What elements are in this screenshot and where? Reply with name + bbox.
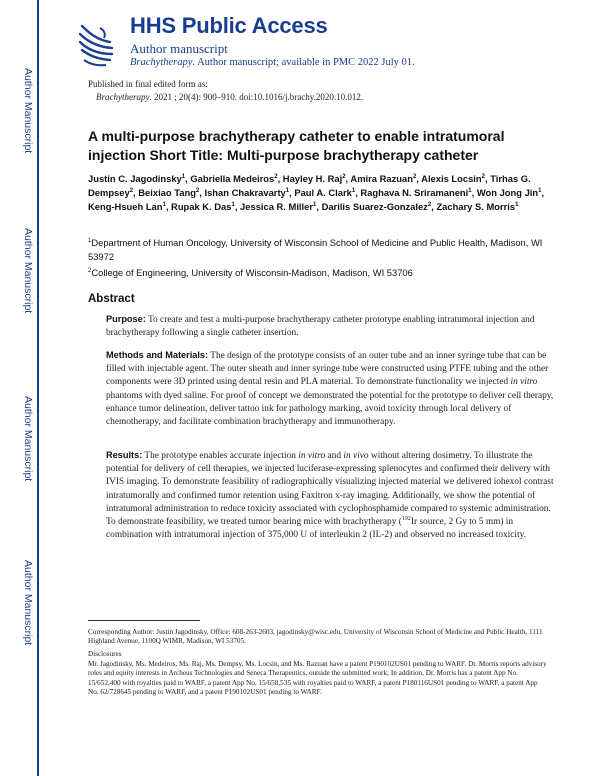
results-text-3: without altering dosimetry. To illustrate the potential for delivery of cell therapies, we injected luciferase-expressing splenocytes and confirmed their delivery with IVIS imaging. To demonstrate feasibility of radiographically visualizing injected material we delivered iohexol contrast intratumorally and confirmed tumor retention using Faxitron x-ray imaging. Additionally, we show the potential of intratumoral administration to reduce toxicity associated with cyclophosphamide compared to systemic administration. To demonstrate feasibility, we treated tumor bearing mice with brachytherapy ( xyxy=(106,451,554,528)
author-name: Alexis Locsin xyxy=(421,173,482,184)
affiliation-2 xyxy=(88,266,558,280)
footnote-disclosures: Mr. Jagodinsky, Ms. Medeiros, Ms. Raj, Ms. Dempsy, Ms. Locsin, and Ms. Razuan have a patent P190102US01 pending to WARF. Dr. Morris reports advisory roles and equity interests in Archeus Technologies and Seneca Therapeutics, outside the submitted work; In addition, Dr. Morris has a patent App No. 15/652,400 with royalties paid to WARF, a patent App No. 15/658,535 with royalties paid to WARF, a patent P180116US01 pending to WARF, a patent App No. 62/728645 pending to WARF, and a patent P190102US01 pending to WARF. xyxy=(88,660,547,697)
left-sidebar xyxy=(0,0,52,776)
methods-text-1: The design of the prototype consists of an outer tube and an inner syringe tube that can be filled with injectable agent. The outer sheath and inner syringe tube were constructed using PTFE tubing and the other components were 3D printed using dental resin and PLA material. To demonstrate functionality we injected xyxy=(106,351,549,388)
sidebar-label-2: Author Manuscript xyxy=(22,228,34,314)
author-affiliation-num: 2 xyxy=(342,173,346,180)
author-name: Darilis Suarez-Gonzalez xyxy=(321,201,428,213)
availability-journal: Brachytherapy xyxy=(130,57,193,68)
author-name: Hayley H. Raj xyxy=(282,173,343,184)
author-name: Justin C. Jagodinsky xyxy=(88,173,182,184)
author-name: Amira Razuan xyxy=(350,173,413,184)
author-affiliation-num: 1 xyxy=(231,202,235,209)
purpose-text: To create and test a multi-purpose brachytherapy catheter prototype enabling intratumoral injection and brachytherapy following a single catheter insertion. xyxy=(106,315,535,339)
author-name: Tirhas G. Dempsey xyxy=(88,173,531,199)
author-affiliation-num: 1 xyxy=(162,202,166,209)
author-name: Ishan Chakravarty xyxy=(204,187,286,199)
citation-journal: Brachytherapy xyxy=(96,91,150,102)
results-label: Results: xyxy=(106,450,143,460)
results-isotope-sup: 192 xyxy=(401,515,411,522)
purpose-label: Purpose: xyxy=(106,314,146,324)
results-em-2: in vivo xyxy=(343,451,369,461)
author-affiliation-num: 1 xyxy=(181,173,186,180)
methods-label: Methods and Materials: xyxy=(106,350,209,360)
author-affiliation-num: 1 xyxy=(538,188,542,195)
author-affiliation-num: 1 xyxy=(351,188,356,195)
author-name: Beixiao Tang xyxy=(138,187,196,199)
author-affiliation-num: 2 xyxy=(427,202,432,209)
author-affiliation-num: 2 xyxy=(274,173,278,180)
author-name: Jessica R. Miller xyxy=(240,201,314,213)
methods-text-2: phantoms with dyed saline. For proof of concept we demonstrated the potential for the prototype to deliver cell therapy, enhance tumor delineation, deliver tattoo ink for pathology marking, avoid toxicity through local delivery of chemotherapy, and facilitate combination brachytherapy and immunotherapy. xyxy=(106,390,554,428)
author-name: Raghava N. Sriramaneni xyxy=(360,187,469,199)
availability-note xyxy=(130,57,415,68)
sidebar-rule xyxy=(37,0,39,776)
author-list: Justin C. Jagodinsky$^1$, Gabriella Medeiros$^2$, Hayley H. Raj$^2$, Amira Razuan$^2$, Alexis Locsin$^2$, Tirhas G. Dempsey$^2$, Beixiao Tang$^2$, Ishan Chakravarty$^1$, Paul A. Clark$^1$, Raghava N. Sriramaneni$^1$, Won Jong Jin$^1$, Keng-Hsueh Lan$^1$, Rupak K. Das$^1$, Jessica R. Miller$^1$, Darilis Suarez-Gonzalez$^2$, Zachary S. Morris$^1$ xyxy=(88,173,545,213)
abstract-heading: Abstract xyxy=(88,293,135,305)
abstract-results xyxy=(106,449,558,542)
results-text-2: and xyxy=(325,451,344,461)
affiliation-1 xyxy=(88,236,558,264)
author-affiliation-num: 1 xyxy=(515,202,519,209)
author-affiliation-num: 2 xyxy=(412,173,417,180)
author-affiliation-num: 1 xyxy=(285,188,290,195)
author-name: Rupak K. Das xyxy=(171,201,232,213)
author-affiliation-num: 1 xyxy=(468,188,472,195)
publication-info xyxy=(88,78,363,103)
author-affiliation-num: 1 xyxy=(313,202,317,209)
abstract-purpose xyxy=(106,313,558,340)
affiliation-2-text: College of Engineering, University of Wisconsin-Madison, Madison, WI 53706 xyxy=(91,267,413,278)
results-text-1: The prototype enables accurate injection xyxy=(142,451,299,461)
author-name: Won Jong Jin xyxy=(476,187,539,199)
author-name: Gabriella Medeiros xyxy=(190,173,275,184)
citation-details: . 2021 ; 20(4): 900–910. doi:10.1016/j.brachy.2020.10.012. xyxy=(149,91,364,102)
abstract-methods xyxy=(106,349,558,429)
affiliation-1-num: 1 xyxy=(88,237,92,244)
footnote-disclosures-heading: Disclosures xyxy=(88,650,122,658)
results-em-1: in vitro xyxy=(298,451,326,461)
sidebar-label-4: Author Manuscript xyxy=(22,560,34,646)
footnote-corresponding-author: Corresponding Author: Justin Jagodinsky, Office: 608-263-2603, jagodinsky@wisc.edu, University of Wisconsin School of Medicine and Public Health, 1111 Highland Avenue, 1100Q WIMR, Madison, WI 53705. xyxy=(88,628,543,646)
publication-line: Published in final edited form as: xyxy=(88,79,208,89)
author-affiliation-num: 2 xyxy=(481,173,485,180)
publication-citation xyxy=(96,91,363,104)
availability-text: . Author manuscript; available in PMC 2022 July 01. xyxy=(192,57,415,68)
author-affiliation-num: 2 xyxy=(195,188,200,195)
hhs-public-access-title: HHS Public Access xyxy=(130,13,328,38)
methods-em-1: in vitro xyxy=(510,377,538,388)
footnote-divider xyxy=(88,620,200,621)
hhs-eagle-logo-icon xyxy=(76,20,116,68)
author-name: Keng-Hsueh Lan xyxy=(88,201,163,213)
author-name: Zachary S. Morris xyxy=(436,201,516,213)
affiliation-1-text: Department of Human Oncology, University of Wisconsin School of Medicine and Public Health, Madison, WI 53972 xyxy=(88,237,543,262)
author-affiliation-num: 2 xyxy=(129,188,134,195)
sidebar-label-1: Author Manuscript xyxy=(22,68,34,154)
sidebar-label-3: Author Manuscript xyxy=(22,396,34,482)
affiliation-2-num: 2 xyxy=(88,267,92,274)
author-manuscript-label: Author manuscript xyxy=(130,41,228,56)
article-title: A multi-purpose brachytherapy catheter to enable intratumoral injection Short Title: Multi-purpose brachytherapy catheter xyxy=(88,128,505,163)
results-text-4: Ir source, 2 Gy to 5 mm) in combination with intratumoral injection of 375,000 U of interleukin 2 (IL-2) and observed no increased toxicity. xyxy=(106,517,527,541)
author-name: Paul A. Clark xyxy=(294,187,352,199)
